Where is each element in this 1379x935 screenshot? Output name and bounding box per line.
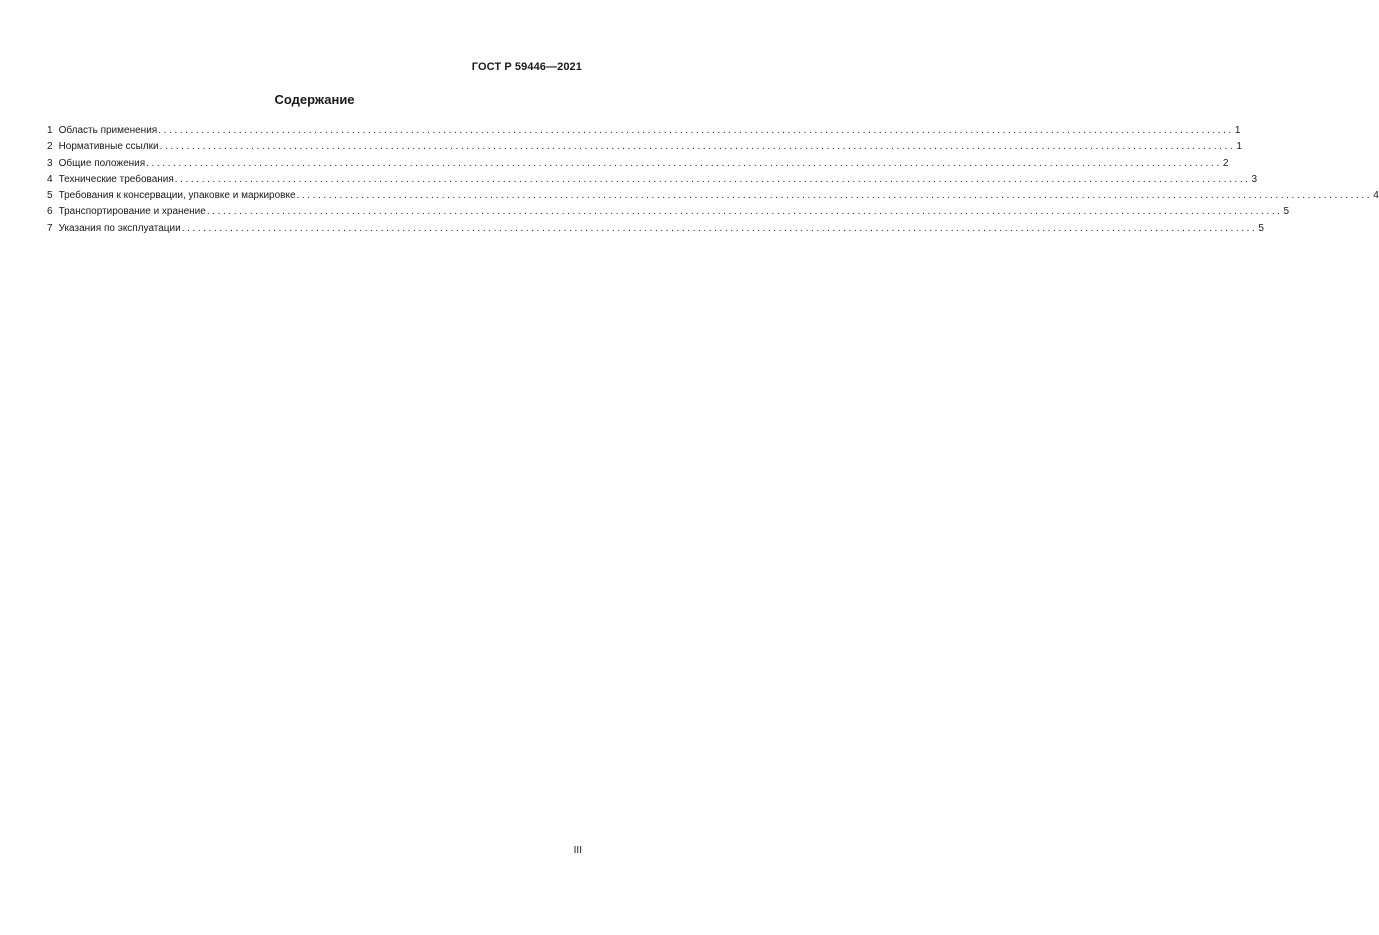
- toc-entry-page: 5: [1258, 222, 1264, 234]
- toc-entry-number: 1: [47, 125, 53, 136]
- table-of-contents: [47, 123, 1379, 237]
- toc-entry-label: Технические требования: [58, 173, 174, 185]
- toc-entry-page: 4: [1373, 190, 1379, 202]
- toc-entry-page: 3: [1251, 173, 1258, 185]
- toc-entry-number: 7: [47, 222, 53, 234]
- toc-entry-page: 1: [1236, 141, 1242, 153]
- toc-dot-leader: ........................................................................................................................................................................................................: [206, 206, 1283, 218]
- toc-entry-page: 5: [1283, 206, 1290, 218]
- toc-entry-number: 4: [47, 173, 53, 185]
- toc-entry-label: Область применения: [58, 125, 158, 136]
- toc-entry[interactable]: [47, 172, 1258, 188]
- page-number: III: [573, 845, 582, 856]
- toc-entry[interactable]: [47, 156, 1229, 172]
- toc-entry[interactable]: [47, 221, 1264, 237]
- toc-entry-label: Нормативные ссылки: [58, 141, 159, 153]
- toc-entry-number: 2: [47, 141, 53, 153]
- toc-entry[interactable]: [47, 204, 1290, 220]
- toc-entry-label: Требования к консервации, упаковке и маркировке: [58, 190, 296, 202]
- toc-entry-label: Транспортирование и хранение: [58, 206, 206, 218]
- toc-dot-leader: ........................................................................................................................................................................................................: [181, 222, 1258, 234]
- toc-entry-page: 2: [1222, 157, 1229, 169]
- toc-dot-leader: ........................................................................................................................................................................................................: [296, 190, 1373, 202]
- toc-dot-leader: ........................................................................................................................................................................................................: [159, 141, 1236, 153]
- toc-entry-page: 1: [1234, 125, 1241, 136]
- toc-entry-label: Указания по эксплуатации: [58, 222, 181, 234]
- toc-entry[interactable]: [47, 188, 1379, 204]
- toc-dot-leader: ........................................................................................................................................................................................................: [146, 157, 1222, 169]
- toc-entry[interactable]: [47, 123, 1241, 139]
- document-code: ГОСТ Р 59446—2021: [471, 61, 582, 73]
- toc-entry-number: 5: [47, 190, 53, 202]
- toc-entry-label: Общие положения: [58, 157, 146, 169]
- toc-entry-number: 3: [47, 157, 53, 169]
- toc-dot-leader: ........................................................................................................................................................................................................: [158, 125, 1234, 136]
- toc-entry-number: 6: [47, 206, 53, 218]
- toc-entry[interactable]: [47, 139, 1242, 155]
- toc-title: Содержание: [274, 92, 355, 107]
- toc-dot-leader: ........................................................................................................................................................................................................: [174, 173, 1251, 185]
